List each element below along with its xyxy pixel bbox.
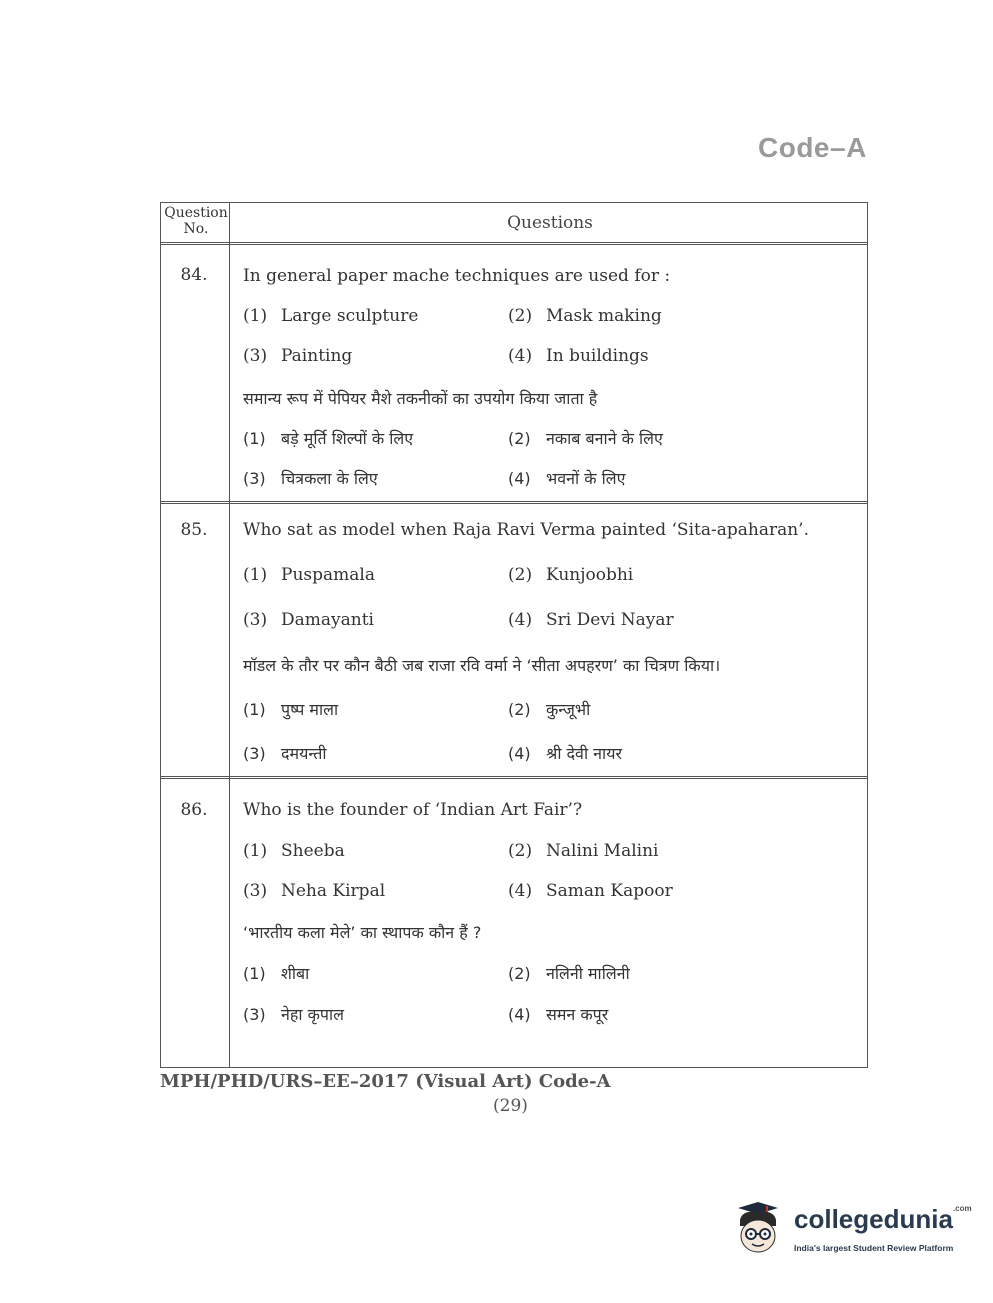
option-hi-3: (3) दमयन्ती — [243, 744, 327, 763]
option-en-4: (4) In buildings — [508, 346, 649, 366]
option-en-3: (3) Damayanti — [243, 610, 374, 630]
question-stem-en: In general paper mache techniques are used for : — [243, 266, 671, 286]
option-hi-2: (2) नलिनी मालिनी — [508, 964, 630, 983]
header-question-no — [163, 205, 229, 237]
question-stem-en: Who sat as model when Raja Ravi Verma painted ‘Sita-apaharan’. — [243, 520, 809, 540]
question-stem-en: Who is the founder of ‘Indian Art Fair’? — [243, 800, 583, 820]
exam-code-footer: MPH/PHD/URS–EE–2017 (Visual Art) Code-A — [160, 1071, 611, 1092]
question-number: 84. — [180, 265, 208, 285]
option-hi-4: (4) श्री देवी नायर — [508, 744, 623, 763]
paper-code-label: Code–A — [758, 132, 867, 163]
option-en-1: (1) Sheeba — [243, 841, 345, 861]
option-en-4: (4) Saman Kapoor — [508, 881, 673, 901]
option-hi-2: (2) कुन्जूभी — [508, 700, 591, 719]
option-hi-3: (3) नेहा कृपाल — [243, 1005, 344, 1024]
option-en-4: (4) Sri Devi Nayar — [508, 610, 674, 630]
question-stem-hi: समान्य रूप में पेपियर मैशे तकनीकों का उपयोग किया जाता है — [243, 389, 598, 408]
option-hi-1: (1) पुष्प माला — [243, 700, 339, 719]
column-divider — [229, 203, 230, 1067]
header-questions: Questions — [507, 213, 593, 233]
option-hi-3: (3) चित्रकला के लिए — [243, 469, 378, 488]
option-hi-1: (1) बड़े मूर्ति शिल्पों के लिए — [243, 429, 414, 448]
row-divider — [161, 501, 867, 504]
option-hi-1: (1) शीबा — [243, 964, 310, 983]
option-en-1: (1) Puspamala — [243, 565, 375, 585]
page-number: (29) — [493, 1096, 528, 1116]
option-en-2: (2) Mask making — [508, 306, 662, 326]
row-divider — [161, 776, 867, 779]
header-divider — [161, 242, 867, 245]
option-en-1: (1) Large sculpture — [243, 306, 419, 326]
logo-tagline: India's largest Student Review Platform — [794, 1243, 954, 1253]
option-hi-4: (4) भवनों के लिए — [508, 469, 626, 488]
question-stem-hi: ‘भारतीय कला मेले’ का स्थापक कौन हैं ? — [243, 923, 482, 942]
question-table — [160, 202, 868, 1068]
option-hi-4: (4) समन कपूर — [508, 1005, 609, 1024]
header-qno-line1: Question — [164, 205, 228, 221]
option-en-2: (2) Nalini Malini — [508, 841, 659, 861]
logo-wordmark: collegedunia$^{.com}$ — [794, 1204, 972, 1234]
option-en-2: (2) Kunjoobhi — [508, 565, 634, 585]
option-hi-2: (2) नकाब बनाने के लिए — [508, 429, 663, 448]
header-qno-line2: No. — [183, 221, 209, 237]
question-stem-hi: मॉडल के तौर पर कौन बैठी जब राजा रवि वर्मा ने ‘सीता अपहरण’ का चित्रण किया। — [243, 656, 721, 675]
question-number: 85. — [180, 520, 208, 540]
option-en-3: (3) Neha Kirpal — [243, 881, 386, 901]
option-en-3: (3) Painting — [243, 346, 353, 366]
question-number: 86. — [180, 800, 208, 820]
